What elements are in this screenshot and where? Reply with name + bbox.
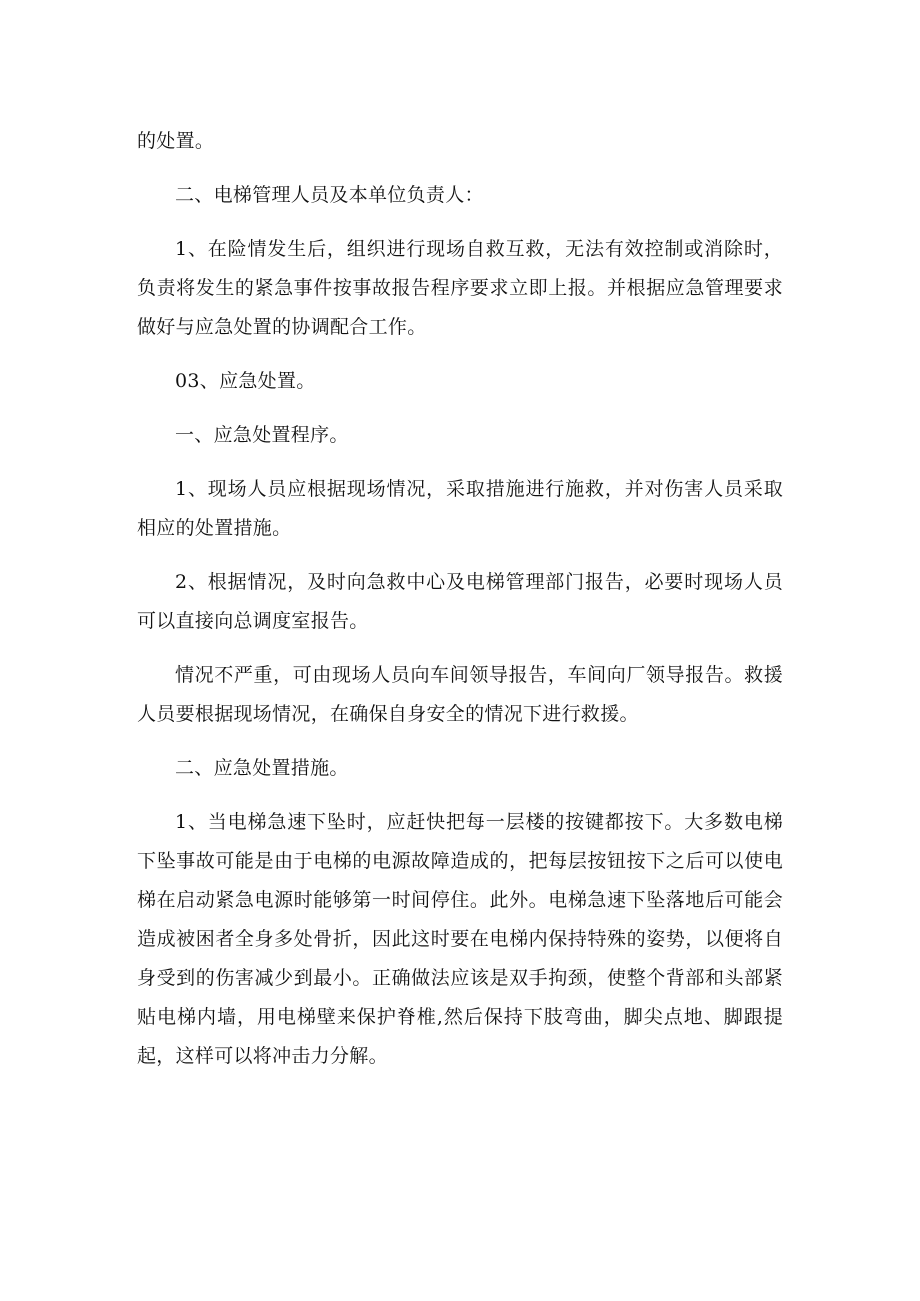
document-body	[137, 122, 783, 1091]
section-heading-emergency-response: 03、应急处置。	[175, 370, 316, 392]
paragraph-procedure-1: 1、现场人员应根据现场情况，采取措施进行施救，并对伤害人员采取相应的处置措施。	[137, 478, 783, 539]
paragraph-procedure-minor: 情况不严重，可由现场人员向车间领导报告，车间向厂领导报告。救援人员要根据现场情况，在确保自身安全的情况下进行救援。	[137, 664, 783, 725]
heading-elevator-managers: 二、电梯管理人员及本单位负责人：	[175, 184, 484, 206]
paragraph-managers-duty-1: 1、在险情发生后，组织进行现场自救互救，无法有效控制或消除时，负责将发生的紧急事件按事故报告程序要求立即上报。并根据应急管理要求做好与应急处置的协调配合工作。	[137, 238, 783, 338]
paragraph-continuation: 的处置。	[137, 130, 215, 152]
paragraph-measure-1: 1、当电梯急速下坠时，应赶快把每一层楼的按键都按下。大多数电梯下坠事故可能是由于电梯的电源故障造成的，把每层按钮按下之后可以使电梯在启动紧急电源时能够第一时间停住。此外。电梯急速下坠落地后可能会造成被困者全身多处骨折，因此这时要在电梯内保持特殊的姿势，以便将自身受到的伤害减少到最小。正确做法应该是双手拘颈，使整个背部和头部紧贴电梯内墙，用电梯壁来保护脊椎,然后保持下肢弯曲，脚尖点地、脚跟提起，这样可以将冲击力分解。	[137, 811, 783, 1067]
heading-response-measures: 二、应急处置措施。	[175, 757, 349, 779]
heading-response-procedure: 一、应急处置程序。	[175, 424, 349, 446]
paragraph-procedure-2: 2、根据情况，及时向急救中心及电梯管理部门报告，必要时现场人员可以直接向总调度室报告。	[137, 571, 783, 632]
